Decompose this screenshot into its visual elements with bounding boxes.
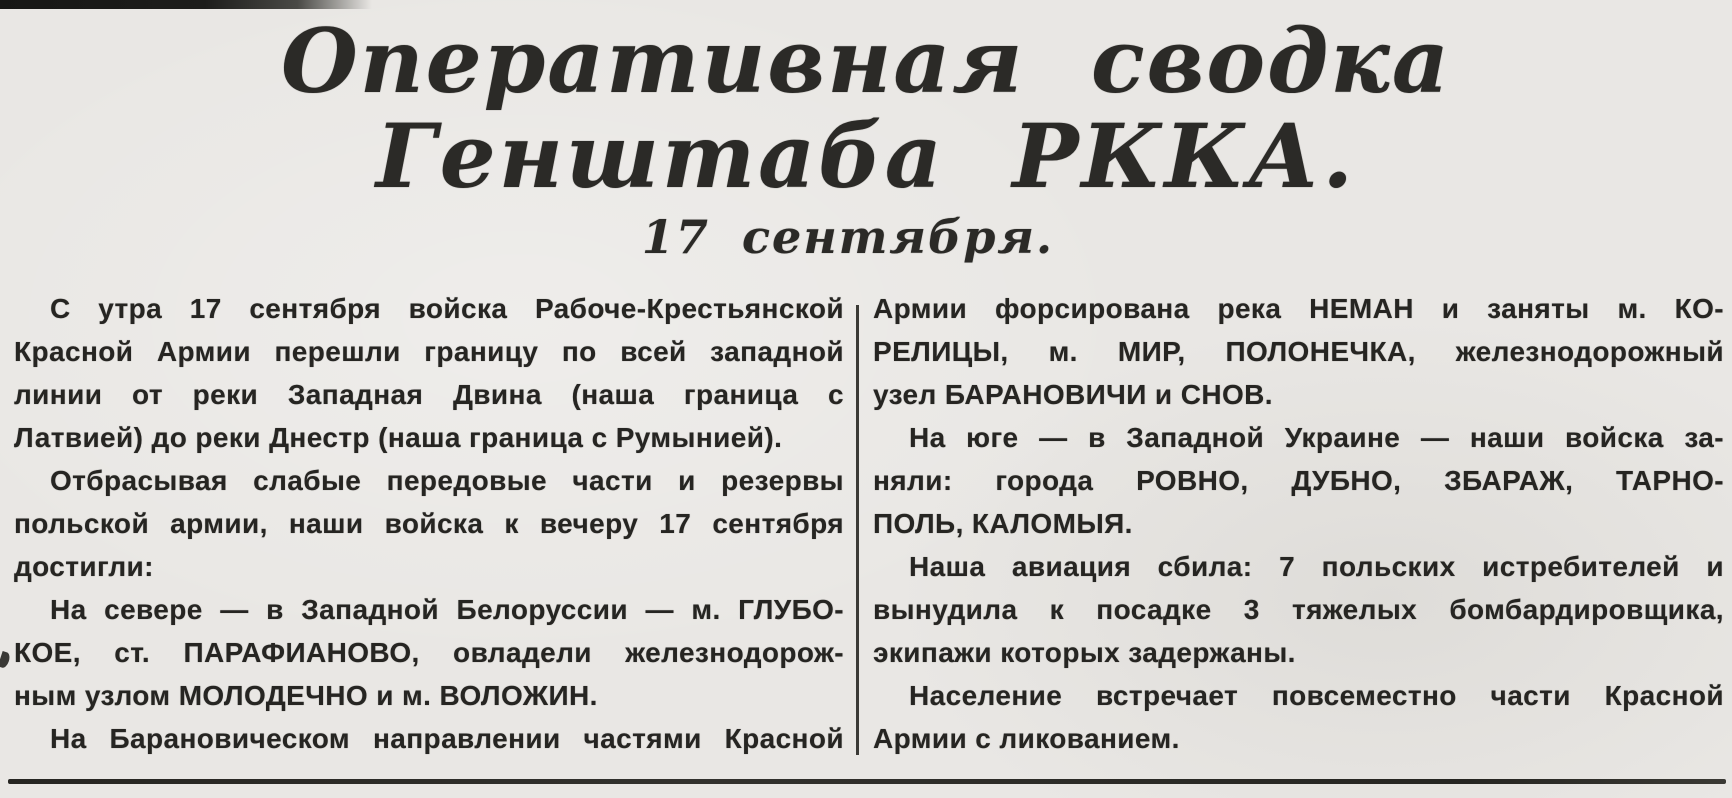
text-line: На Барановическом направлении частями Красной <box>50 723 844 754</box>
text-line: достигли: <box>14 551 154 582</box>
text-line: Латвией) до реки Днестр (наша граница с Румынией). <box>14 422 783 453</box>
text-line: Армии с ликованием. <box>873 723 1180 754</box>
text-line: Отбрасывая слабые передовые части и резервы <box>50 465 844 496</box>
text-line: Наша авиация сбила: 7 польских истребителей и <box>909 551 1724 582</box>
text-line: ПОЛЬ, КАЛОМЫЯ. <box>873 508 1133 539</box>
column-divider-rule <box>856 305 859 755</box>
text-line: польской армии, наши войска к вечеру 17 сентября <box>14 508 844 539</box>
scan-edge-artifact <box>0 0 372 9</box>
text-line: узел БАРАНОВИЧИ и СНОВ. <box>873 379 1273 410</box>
text-line: Армии форсирована река НЕМАН и заняты м. КО- <box>873 293 1724 324</box>
text-line: Красной Армии перешли границу по всей западной <box>14 336 844 367</box>
text-line: РЕЛИЦЫ, м. МИР, ПОЛОНЕЧКА, железнодорожный <box>873 336 1724 367</box>
text-line: линии от реки Западная Двина (наша граница с <box>14 379 844 410</box>
text-line: няли: города РОВНО, ДУБНО, ЗБАРАЖ, ТАРНО- <box>873 465 1724 496</box>
text-line: экипажи которых задержаны. <box>873 637 1296 668</box>
text-line: Население встречает повсеместно части Красной <box>909 680 1724 711</box>
dateline: 17 сентября. <box>641 210 1055 264</box>
bottom-rule <box>8 779 1726 784</box>
right-column <box>873 287 1724 760</box>
left-column <box>14 287 844 760</box>
text-line: На севере — в Западной Белоруссии — м. ГЛУБО- <box>50 594 844 625</box>
text-line: С утра 17 сентября войска Рабоче-Крестьянской <box>50 293 844 324</box>
headline-line-1: Оперативная сводка <box>281 9 1451 113</box>
text-line: вынудила к посадке 3 тяжелых бомбардировщика, <box>873 594 1724 625</box>
article-body <box>0 287 1732 760</box>
headline-line-2: Генштаба РККА. <box>376 104 1356 208</box>
text-line: ным узлом МОЛОДЕЧНО и м. ВОЛОЖИН. <box>14 680 598 711</box>
text-line: КОЕ, ст. ПАРАФИАНОВО, овладели железнодорож- <box>14 637 844 668</box>
text-line: На юге — в Западной Украине — наши войска за- <box>909 422 1724 453</box>
headline <box>0 9 1732 208</box>
